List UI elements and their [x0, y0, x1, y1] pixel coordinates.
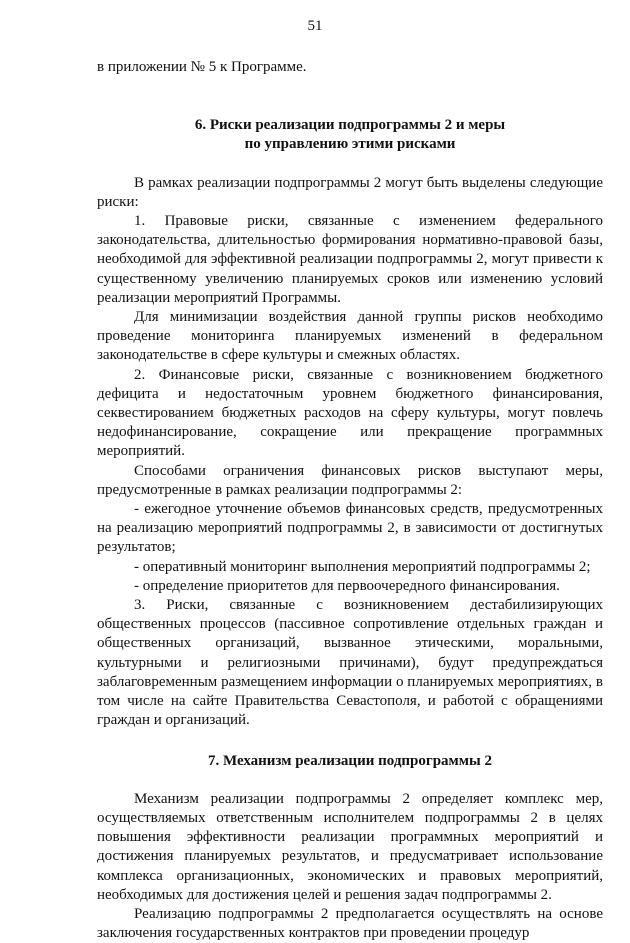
section-6-heading — [97, 116, 603, 154]
paragraph: Реализацию подпрограммы 2 предполагается осуществлять на основе заключения государственных контрактов при проведении процедур — [97, 905, 603, 942]
carried-over-text: в приложении № 5 к Программе. — [97, 59, 307, 75]
list-item: - оперативный мониторинг выполнения мероприятий подпрограммы 2; — [134, 558, 591, 575]
list-item: - определение приоритетов для первоочередного финансирования. — [134, 577, 560, 594]
section-7-heading: 7. Механизм реализации подпрограммы 2 — [208, 752, 492, 769]
paragraph: Для минимизации воздействия данной группы рисков необходимо проведение мониторинга планируемых изменений в федеральном законодательстве в сфере культуры и смежных областях. — [97, 309, 603, 364]
paragraph: 2. Финансовые риски, связанные с возникновением бюджетного дефицита и недостаточным уровнем бюджетного финансирования, секвестированием бюджетных расходов на сферу культуры, могут повлечь недофинансирование, сокращение или прекращение программных мероприятий. — [97, 366, 603, 460]
paragraph: Способами ограничения финансовых рисков выступают меры, предусмотренные в рамках реализации подпрограммы 2: — [97, 462, 603, 498]
page-number: 51 — [307, 18, 323, 34]
paragraph: Механизм реализации подпрограммы 2 определяет комплекс мер, осуществляемых ответственным исполнителем подпрограммы 2 в целях повышения эффективности реализации программных мероприятий и достижения планируемых результатов, и предусматривает использование комплекса организационных, экономических и правовых мероприятий, необходимых для достижения целей и решения задач подпрограммы 2. — [97, 790, 603, 903]
section-6-heading-line-1: 6. Риски реализации подпрограммы 2 и меры — [194, 117, 506, 134]
list-item: - ежегодное уточнение объемов финансовых средств, предусмотренных на реализацию мероприятий подпрограммы 2, в зависимости от достигнутых результатов; — [97, 501, 603, 556]
paragraph: 3. Риски, связанные с возникновением дестабилизирующих общественных процессов (пассивное сопротивление отдельных граждан и общественных организаций, вызванное этическими, моральными, культурными и религиозными причинами), будут предупреждаться заблаговременным размещением информации о планируемых мероприятиях, в том числе на сайте Правительства Севастополя, и работой с обращениями граждан и организаций. — [97, 597, 603, 729]
paragraph: 1. Правовые риски, связанные с изменением федерального законодательства, длительностью формирования нормативно-правовой базы, необходимой для эффективной реализации подпрограммы 2, могут привести к существенному увеличению планируемых сроков или изменению условий реализации мероприятий Программы. — [97, 213, 603, 306]
page-content — [97, 58, 603, 943]
section-6-heading-line-2: по управлению этими рисками — [244, 136, 456, 153]
paragraph: В рамках реализации подпрограммы 2 могут быть выделены следующие риски: — [97, 174, 603, 210]
